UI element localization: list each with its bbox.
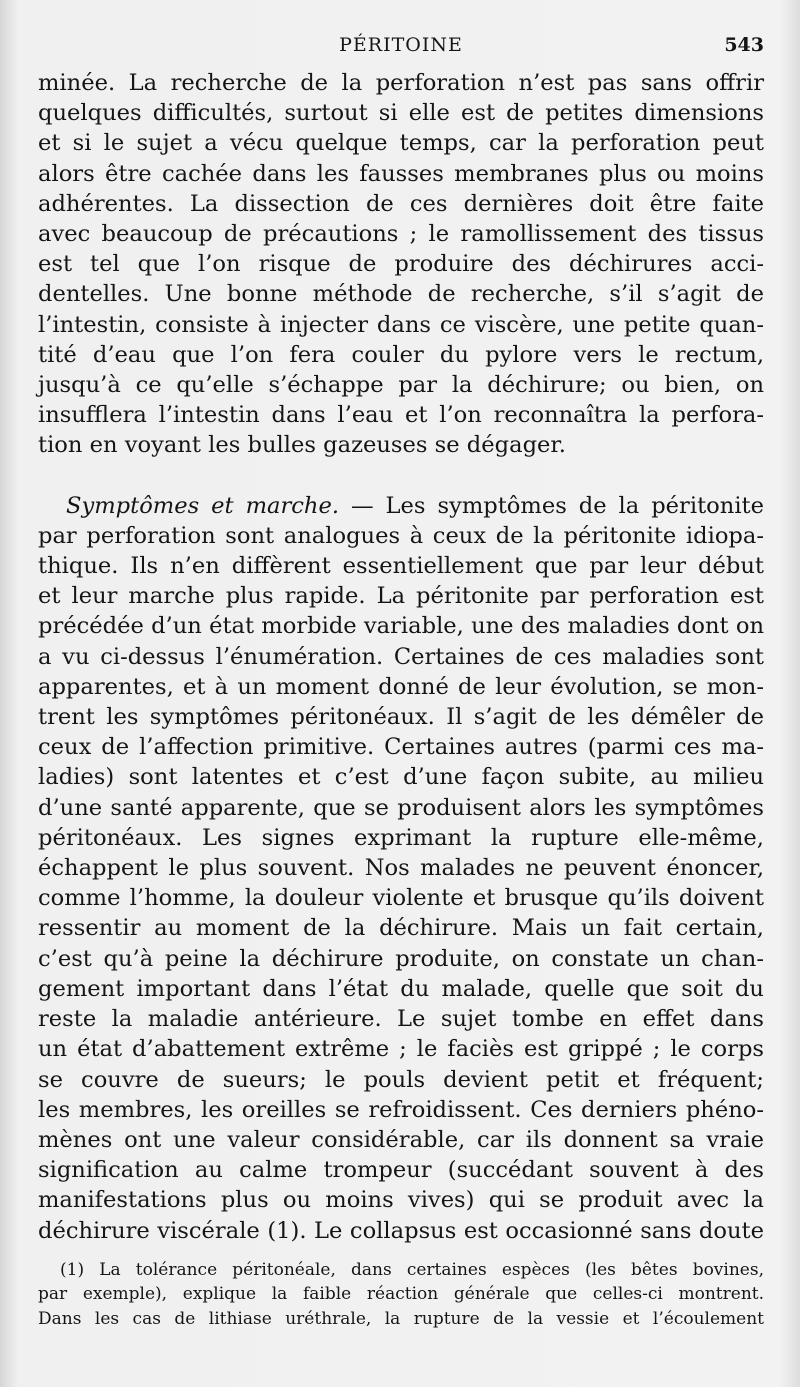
text-line: adhérentes. La dissection de ces dernières doit être faite [38,190,764,217]
text-line: minée. La recherche de la perforation n’est pas sans offrir [38,70,764,96]
text-line: tion en voyant les bulles gazeuses se dégager. [38,432,566,459]
text-line: l’intestin, consiste à injecter dans ce viscère, une petite quan- [38,311,764,338]
heading-continuation: — Les symptômes de la péritonite [339,492,764,519]
footnote-line: (1) La tolérance péritonéale, dans certaines espèces (les bêtes bovines, [60,1259,764,1280]
text-line [38,491,764,521]
text-line: les membres, les oreilles se refroidissent. Ces derniers phéno- [38,1096,764,1123]
text-line: c’est qu’à peine la déchirure produite, on constate un chan- [38,945,764,972]
text-line: quelques difficultés, surtout si elle est de petites dimensions [38,100,764,127]
text-line: gement important dans l’état du malade, quelle que soit du [38,975,764,1002]
paragraph-perforation-search [38,68,764,461]
text-line: est tel que l’on risque de produire des déchirures acci- [38,251,764,278]
text-line: péritonéaux. Les signes exprimant la rupture elle-même, [38,824,764,851]
footnote-line: par exemple), explique la faible réaction générale que celles-ci montrent. [38,1284,764,1305]
text-line: alors être cachée dans les fausses membranes plus ou moins [38,160,764,187]
running-title: PÉRITOINE [339,34,463,56]
text-line: déchirure viscérale (1). Le collapsus est occasionné sans doute [38,1217,764,1244]
text-line: signification au calme trompeur (succédant souvent à des [38,1157,764,1184]
text-line: et si le sujet a vécu quelque temps, car la perforation peut [38,130,764,157]
text-line: thique. Ils n’en diffèrent essentiellement que par leur début [38,553,764,580]
text-line: échappent le plus souvent. Nos malades ne peuvent énoncer, [38,855,764,882]
body-text [38,68,764,1246]
text-line: apparentes, et à un moment donné de leur évolution, se mon- [38,673,764,700]
text-line: trent les symptômes péritonéaux. Il s’agit de les démêler de [38,704,764,731]
text-line: mènes ont une valeur considérable, car ils donnent sa vraie [38,1126,764,1153]
paragraph-symptoms [38,491,764,1246]
text-line: tité d’eau que l’on fera couler du pylore vers le rectum, [38,341,764,368]
page-number: 543 [724,34,764,56]
text-line: précédée d’un état morbide variable, une des maladies dont on [38,613,764,640]
text-line: et leur marche plus rapide. La péritonite par perforation est [38,583,764,610]
text-line: dentelles. Une bonne méthode de recherche, s’il s’agit de [38,281,764,308]
text-line: par perforation sont analogues à ceux de la péritonite idiopa- [38,522,764,549]
running-head [38,34,764,68]
text-line: a vu ci-dessus l’énumération. Certaines de ces maladies sont [38,643,764,670]
text-line: manifestations plus ou moins vives) qui se produit avec la [38,1187,764,1214]
text-line: ceux de l’affection primitive. Certaines autres (parmi ces ma- [38,734,764,761]
footnote [38,1258,764,1332]
text-line: d’une santé apparente, que se produisent alors les symptômes [38,794,764,821]
section-heading: Symptômes et marche. [66,492,340,519]
text-line: reste la maladie antérieure. Le sujet tombe en effet dans [38,1006,764,1033]
paragraph-spacer [38,461,764,491]
text-line: insufflera l’intestin dans l’eau et l’on reconnaîtra la perfora- [38,402,764,429]
text-line: ladies) sont latentes et c’est d’une façon subite, au milieu [38,764,764,791]
footnote-line: Dans les cas de lithiase uréthrale, la rupture de la vessie et l’écoulement [38,1308,764,1329]
text-line: ressentir au moment de la déchirure. Mais un fait certain, [38,915,764,942]
text-line: se couvre de sueurs; le pouls devient petit et fréquent; [38,1066,764,1093]
text-line: avec beaucoup de précautions ; le ramollissement des tissus [38,221,764,248]
text-line: jusqu’à ce qu’elle s’échappe par la déchirure; ou bien, on [38,372,764,399]
text-line: un état d’abattement extrême ; le faciès est grippé ; le corps [38,1036,764,1063]
text-line: comme l’homme, la douleur violente et brusque qu’ils doivent [38,885,764,912]
